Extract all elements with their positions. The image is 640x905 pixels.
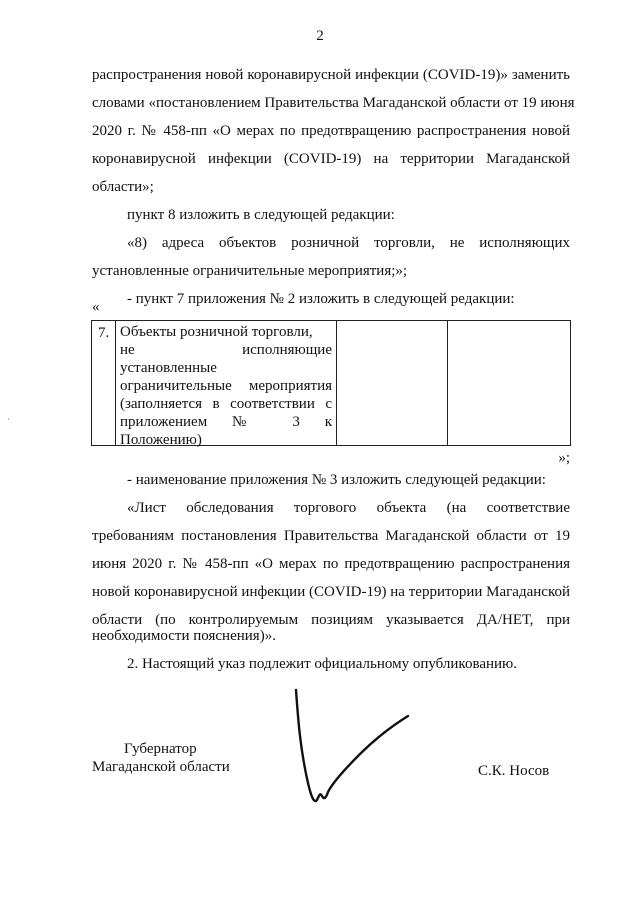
amendment-table: [91, 320, 571, 446]
open-quote: «: [92, 299, 100, 315]
table-text-line: Объекты розничной торговли,: [120, 324, 313, 340]
table-text-line: приложением № 3 к: [120, 414, 332, 430]
column-divider: [115, 321, 116, 445]
table-row-text: [120, 323, 332, 449]
table-text-line: не исполняющие: [120, 342, 332, 358]
annex-3-text-line: области (по контролируемым позициям указывается ДА/НЕТ, при: [92, 612, 570, 628]
table-text-line: установленные: [120, 360, 217, 376]
annex-3-text-line: июня 2020 г. № 458-пп «О мерах по предотвращению распространения: [92, 556, 570, 572]
item-8-text-line: установленные ограничительные мероприятия;»;: [92, 263, 408, 279]
body-text-line: области»;: [92, 179, 154, 195]
annex-3-intro: - наименование приложения № 3 изложить следующей редакции:: [127, 472, 546, 488]
body-text-line: 2020 г. № 458-пп «О мерах по предотвращению распространения новой: [92, 123, 570, 139]
item-8-text-line: «8) адреса объектов розничной торговли, не исполняющих: [127, 235, 570, 251]
table-text-line: ограничительные мероприятия: [120, 378, 332, 394]
table-text-line: (заполняется в соответствии с: [120, 396, 332, 412]
handwritten-signature: [282, 688, 422, 818]
table-text-line: Положению): [120, 432, 202, 448]
clause-2: 2. Настоящий указ подлежит официальному опубликованию.: [127, 656, 518, 672]
body-text-line: распространения новой коронавирусной инфекции (COVID-19)» заменить: [92, 67, 570, 83]
annex-3-text-line: новой коронавирусной инфекции (COVID-19) на территории Магаданской: [92, 584, 570, 600]
page-number: 2: [316, 28, 324, 44]
body-text-line: коронавирусной инфекции (COVID-19) на территории Магаданской: [92, 151, 570, 167]
annex-3-text-line: необходимости пояснения)».: [92, 628, 276, 644]
annex-2-intro: - пункт 7 приложения № 2 изложить в следующей редакции:: [127, 291, 515, 307]
annex-3-text-line: «Лист обследования торгового объекта (на соответствие: [127, 500, 570, 516]
column-divider: [447, 321, 448, 445]
body-text-line: словами «постановлением Правительства Магаданской области от 19 июня: [92, 95, 575, 111]
signatory-title: Губернатор: [124, 741, 197, 757]
scan-artifact: [8, 418, 9, 420]
close-quote: »;: [558, 450, 570, 466]
table-row-number: 7.: [98, 325, 110, 341]
signatory-region: Магаданской области: [92, 759, 230, 775]
signatory-name: С.К. Носов: [478, 763, 550, 779]
column-divider: [336, 321, 337, 445]
annex-3-text-line: требованиям постановления Правительства Магаданской области от 19: [92, 528, 570, 544]
item-8-intro: пункт 8 изложить в следующей редакции:: [127, 207, 395, 223]
